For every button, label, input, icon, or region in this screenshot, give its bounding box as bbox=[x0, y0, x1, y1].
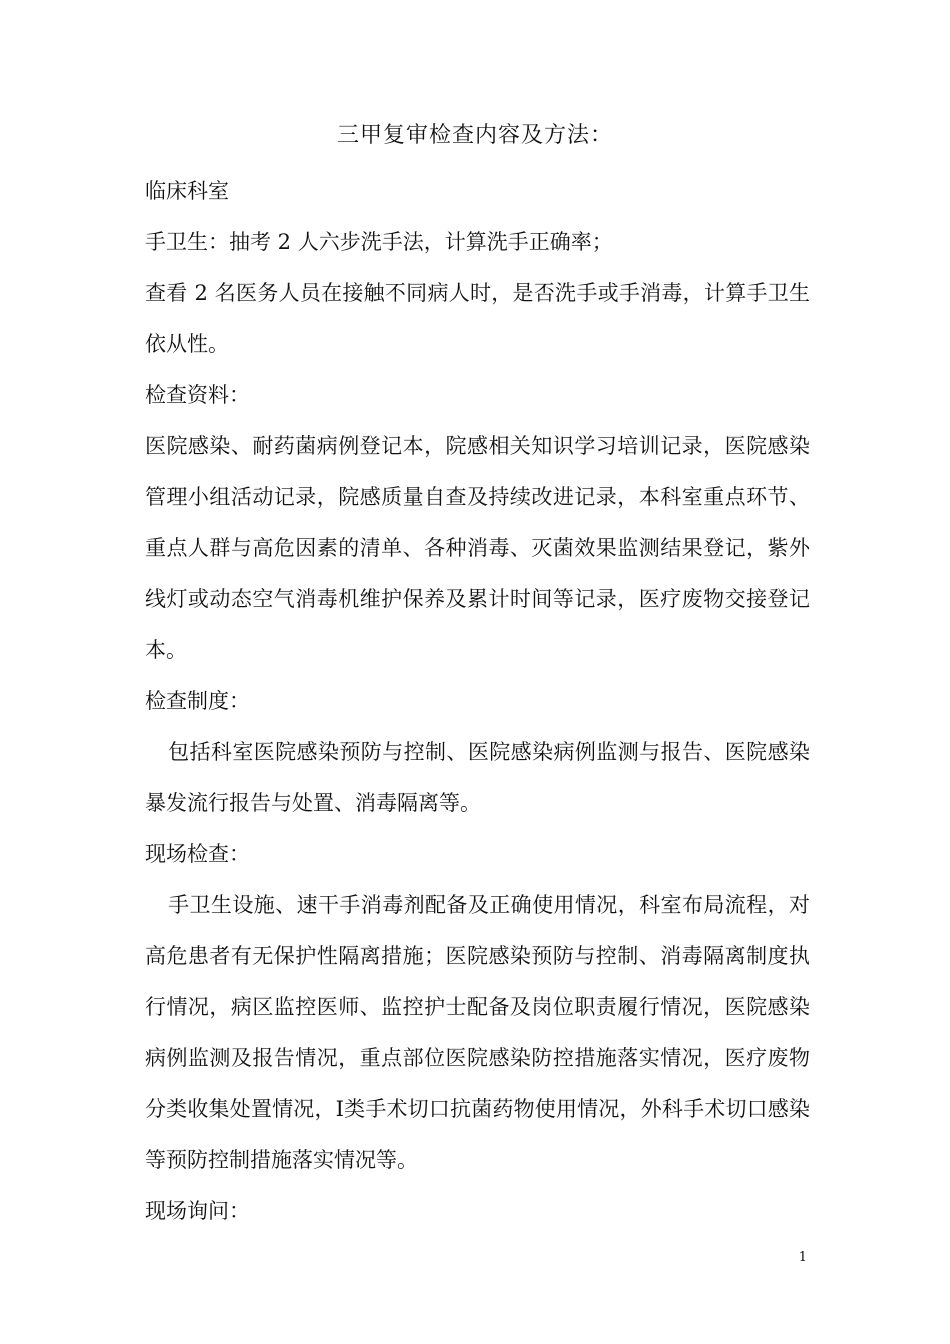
heading-check-materials: 检查资料： bbox=[145, 383, 250, 407]
heading-onsite-inspection: 现场检查： bbox=[145, 842, 250, 866]
document-body bbox=[145, 166, 810, 1237]
paragraph-check-materials: 医院感染、耐药菌病例登记本，院感相关知识学习培训记录，医院感染管理小组活动记录，院感质量自查及持续改进记录，本科室重点环节、重点人群与高危因素的清单、各种消毒、灭菌效果监测结果登记，紫外线灯或动态空气消毒机维护保养及累计时间等记录，医疗废物交接登记本。 bbox=[145, 434, 810, 662]
paragraph-hand-hygiene: 手卫生：抽考 2 人六步洗手法，计算洗手正确率； bbox=[145, 230, 613, 254]
paragraph-hand-hygiene-compliance: 查看 2 名医务人员在接触不同病人时，是否洗手或手消毒，计算手卫生依从性。 bbox=[145, 281, 810, 356]
paragraph-onsite-inspection: 手卫生设施、速干手消毒剂配备及正确使用情况，科室布局流程，对高危患者有无保护性隔离措施；医院感染预防与控制、消毒隔离制度执行情况，病区监控医师、监控护士配备及岗位职责履行情况，医院感染病例监测及报告情况，重点部位医院感染防控措施落实情况，医疗废物分类收集处置情况，Ⅰ类手术切口抗菌药物使用情况，外科手术切口感染等预防控制措施落实情况等。 bbox=[145, 893, 810, 1172]
page-number: 1 bbox=[798, 1250, 807, 1265]
heading-check-rules: 检查制度： bbox=[145, 689, 250, 713]
document-title: 三甲复审检查内容及方法： bbox=[336, 123, 613, 148]
paragraph-check-rules: 包括科室医院感染预防与控制、医院感染病例监测与报告、医院感染暴发流行报告与处置、消毒隔离等。 bbox=[145, 740, 810, 815]
paragraph-clinical-dept: 临床科室 bbox=[145, 179, 229, 203]
heading-onsite-inquiry: 现场询问： bbox=[145, 1199, 250, 1223]
